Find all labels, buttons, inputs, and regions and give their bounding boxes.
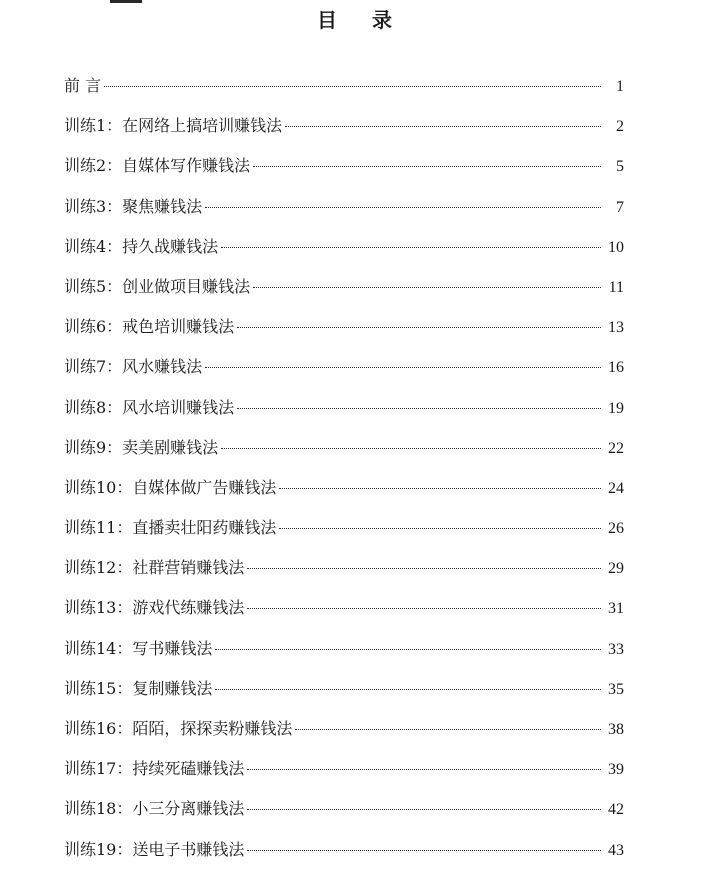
toc-entry-label: 训练16：陌陌，探探卖粉赚钱法 — [64, 719, 293, 738]
toc-entry-label: 训练4：持久战赚钱法 — [64, 236, 219, 256]
toc-entry-label: 训练15：复制赚钱法 — [64, 678, 213, 698]
toc-page-number: 39 — [608, 761, 624, 779]
toc-dot-leader — [253, 165, 601, 167]
toc-entry[interactable] — [64, 233, 624, 273]
toc-dot-leader — [221, 447, 601, 449]
toc-page-number: 35 — [608, 680, 624, 698]
toc-entry[interactable] — [64, 193, 624, 233]
toc-page-number: 29 — [608, 560, 624, 578]
toc-entry[interactable] — [64, 434, 624, 474]
toc-dot-leader — [279, 487, 601, 489]
toc-dot-leader — [237, 326, 601, 328]
toc-page-number: 16 — [608, 359, 624, 377]
toc-dot-leader — [205, 206, 601, 208]
toc-page-number: 38 — [608, 721, 624, 738]
toc-page-number: 31 — [608, 600, 624, 618]
toc-entry[interactable] — [64, 554, 624, 594]
toc-page-number: 1 — [616, 78, 624, 95]
toc-entry[interactable] — [64, 755, 624, 795]
toc-entry[interactable] — [64, 394, 624, 434]
toc-entry-label: 训练18：小三分离赚钱法 — [64, 799, 245, 819]
toc-entry-label: 训练5：创业做项目赚钱法 — [64, 276, 251, 296]
toc-dot-leader — [215, 648, 601, 650]
toc-dot-leader — [247, 808, 601, 810]
toc-page-number: 10 — [608, 238, 624, 256]
toc-page-number: 33 — [608, 640, 624, 658]
toc-entry-label: 训练2：自媒体写作赚钱法 — [64, 156, 251, 176]
toc-entry-label: 训练8：风水培训赚钱法 — [64, 397, 235, 417]
toc-page-number: 43 — [608, 841, 624, 859]
toc-entry[interactable] — [64, 675, 624, 715]
toc-entry[interactable] — [64, 72, 624, 112]
toc-dot-leader — [221, 246, 601, 248]
toc-dot-leader — [285, 125, 601, 127]
toc-dot-leader — [237, 407, 601, 409]
toc-dot-leader — [247, 607, 601, 609]
toc-page-number: 7 — [616, 198, 624, 216]
toc-entry-label: 训练1：在网络上搞培训赚钱法 — [64, 116, 283, 136]
toc-dot-leader — [215, 688, 601, 690]
toc-page-number: 13 — [608, 319, 624, 337]
page-title: 目 录 — [317, 8, 406, 32]
toc-dot-leader — [104, 85, 601, 87]
toc-entry[interactable] — [64, 836, 624, 876]
toc-entry[interactable] — [64, 353, 624, 393]
toc-page-number: 42 — [608, 801, 624, 819]
toc-entry[interactable] — [64, 795, 624, 835]
toc-entry-label: 训练14：写书赚钱法 — [64, 638, 213, 658]
toc-entry-label: 训练11：直播卖壮阳药赚钱法 — [64, 518, 277, 538]
toc-entry-label: 训练19：送电子书赚钱法 — [64, 839, 245, 859]
toc-page-number: 2 — [616, 118, 624, 136]
table-of-contents — [64, 72, 624, 876]
toc-entry-label: 训练10：自媒体做广告赚钱法 — [64, 477, 277, 497]
toc-entry[interactable] — [64, 594, 624, 634]
toc-page-number: 19 — [608, 399, 624, 417]
toc-entry[interactable] — [64, 313, 624, 353]
toc-page-number: 5 — [616, 158, 624, 176]
toc-entry-label: 训练12：社群营销赚钱法 — [64, 558, 245, 578]
toc-entry[interactable] — [64, 273, 624, 313]
toc-entry-label: 训练13：游戏代练赚钱法 — [64, 598, 245, 618]
toc-entry[interactable] — [64, 715, 624, 755]
toc-entry[interactable] — [64, 152, 624, 192]
toc-dot-leader — [247, 768, 601, 770]
toc-entry[interactable] — [64, 112, 624, 152]
toc-dot-leader — [279, 527, 601, 529]
toc-entry-label: 训练7：风水赚钱法 — [64, 357, 203, 377]
toc-entry[interactable] — [64, 474, 624, 514]
toc-entry-label: 训练17：持续死磕赚钱法 — [64, 759, 245, 779]
toc-page-number: 11 — [608, 278, 624, 296]
toc-entry-label: 训练9：卖美剧赚钱法 — [64, 437, 219, 457]
toc-entry[interactable] — [64, 635, 624, 675]
toc-page-number: 26 — [608, 520, 624, 538]
toc-entry-label: 前 言 — [64, 76, 102, 95]
toc-dot-leader — [247, 849, 601, 851]
toc-page-number: 24 — [608, 479, 624, 497]
toc-dot-leader — [247, 567, 601, 569]
toc-dot-leader — [205, 366, 601, 368]
toc-entry-label: 训练3：聚焦赚钱法 — [64, 196, 203, 216]
toc-dot-leader — [253, 286, 601, 288]
toc-dot-leader — [295, 728, 601, 730]
toc-entry-label: 训练6：戒色培训赚钱法 — [64, 317, 235, 337]
toc-entry[interactable] — [64, 514, 624, 554]
toc-page-number: 22 — [608, 439, 624, 457]
top-rule-divider — [110, 0, 142, 3]
